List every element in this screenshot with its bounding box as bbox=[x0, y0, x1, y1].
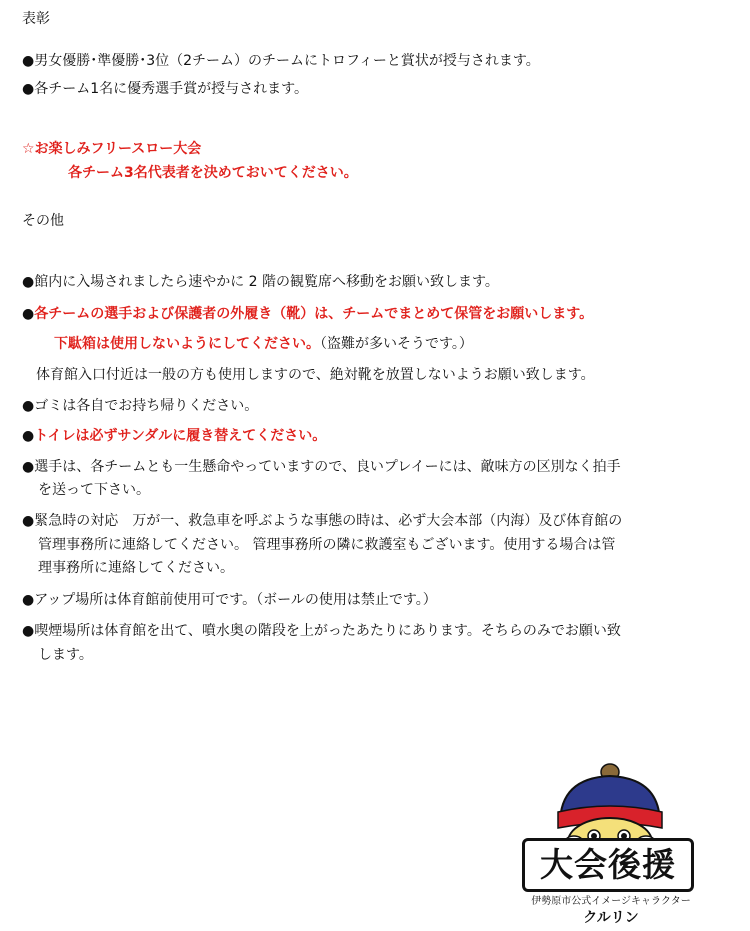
list-item-shoebox bbox=[54, 335, 473, 353]
shoebox-notice: 下駄箱は使用しないようにしてください。 bbox=[54, 336, 320, 352]
bullet: ● bbox=[22, 306, 35, 322]
list-item: 体育館入口付近は一般の方も使用しますので、絶対靴を放置しないようお願い致します。 bbox=[36, 367, 595, 383]
list-item: ●喫煙場所は体育館を出て、噴水奥の階段を上がったあたりにあります。そちらのみでお願い致 bbox=[22, 623, 621, 639]
list-item: ●男女優勝･準優勝･3位（2チーム）のチームにトロフィーと賞状が授与されます。 bbox=[22, 53, 540, 69]
list-item: ●各チーム1名に優秀選手賞が授与されます。 bbox=[22, 81, 309, 97]
list-item: ●アップ場所は体育館前使用可です。（ボールの使用は禁止です。） bbox=[22, 592, 437, 608]
list-item-continuation: 理事務所に連絡してください。 bbox=[38, 560, 234, 576]
event-note: 各チーム3名代表者を決めておいてください。 bbox=[68, 165, 358, 181]
list-item: ●選手は、各チームとも一生懸命やっていますので、良いプレイーには、敵味方の区別なく拍手 bbox=[22, 459, 621, 475]
list-item-continuation: します。 bbox=[38, 647, 93, 663]
list-item-continuation: 管理事務所に連絡してください。 管理事務所の隣に救護室もございます。使用する場合は管 bbox=[38, 537, 616, 553]
section-heading-awards: 表彰 bbox=[22, 11, 50, 27]
support-badge: 大会後援 bbox=[522, 838, 694, 892]
list-item-continuation: を送って下さい。 bbox=[38, 482, 150, 498]
section-heading-other: その他 bbox=[22, 213, 64, 229]
event-heading-free-throw: ☆お楽しみフリースロー大会 bbox=[22, 141, 202, 157]
list-item-shoes bbox=[22, 305, 593, 323]
list-item: ●ゴミは各自でお持ち帰りください。 bbox=[22, 398, 259, 414]
theft-note: （盗難が多いそうです。） bbox=[320, 336, 473, 352]
list-item: ●緊急時の対応 万が一、救急車を呼ぶような事態の時は、必ず大会本部（内海）及び体育館の bbox=[22, 513, 623, 529]
shoes-notice: 各チームの選手および保護者の外履き（靴）は、チームでまとめて保管をお願いします。 bbox=[34, 306, 594, 322]
mascot-caption: 伊勢原市公式イメージキャラクター bbox=[531, 896, 691, 907]
mascot-name: クルリン bbox=[583, 910, 639, 926]
bullet: ● bbox=[22, 428, 35, 444]
list-item: ●館内に入場されましたら速やかに 2 階の観覧席へ移動をお願い致します。 bbox=[22, 274, 499, 290]
toilet-notice: トイレは必ずサンダルに履き替えてください。 bbox=[34, 428, 327, 444]
list-item-toilet bbox=[22, 427, 326, 445]
